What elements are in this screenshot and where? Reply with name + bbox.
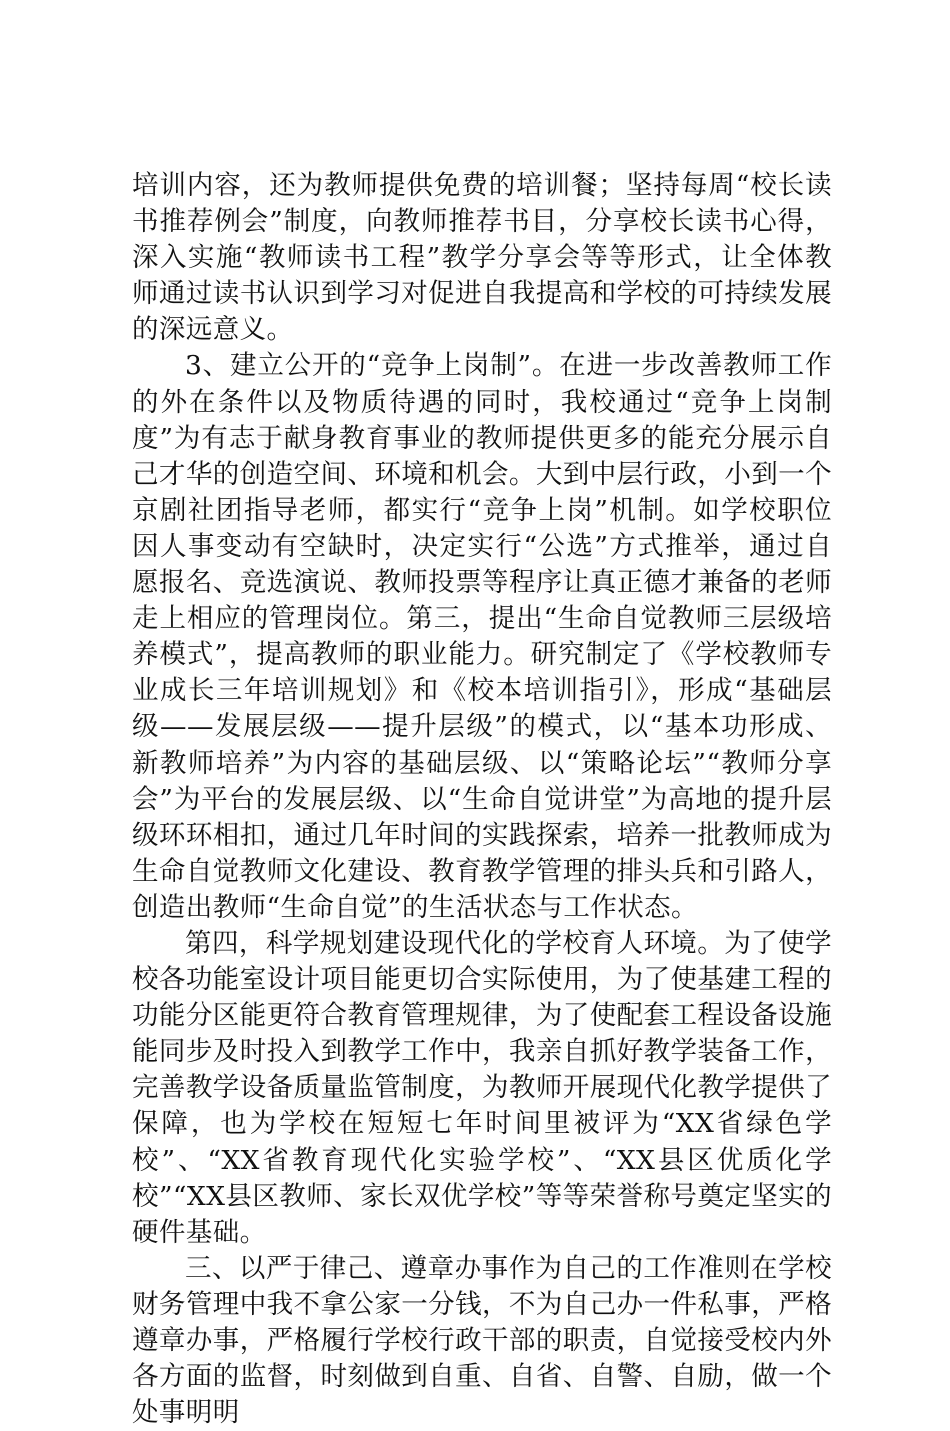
paragraph-self-discipline: 三、以严于律己、遵章办事作为自己的工作准则在学校财务管理中我不拿公家一分钱，不为自己办一件私事，严格遵章办事，严格履行学校行政干部的职责，自觉接受校内外各方面的监督，时刻做到自重、自省、自警、自励，做一个处事明明 (132, 1252, 832, 1429)
paragraph-school-environment: 第四，科学规划建设现代化的学校育人环境。为了使学校各功能室设计项目能更切合实际使用，为了使基建工程的功能分区能更符合教育管理规律，为了使配套工程设备设施能同步及时投入到教学工作中，我亲自抓好教学装备工作，完善教学设备质量监管制度，为教师开展现代化教学提供了保障，也为学校在短短七年时间里被评为“XX省绿色学校”、“XX省教育现代化实验学校”、“XX县区优质化学校”“XX县区教师、家长双优学校”等等荣誉称号奠定坚实的硬件基础。 (132, 927, 832, 1248)
paragraph-training-content: 培训内容，还为教师提供免费的培训餐；坚持每周“校长读书推荐例会”制度，向教师推荐书目，分享校长读书心得，深入实施“教师读书工程”教学分享会等等形式，让全体教师通过读书认识到学习对促进自我提高和学校的可持续发展的深远意义。 (132, 170, 832, 346)
document-body (132, 168, 832, 1431)
paragraph-competitive-posts: 3、建立公开的“竞争上岗制”。在进一步改善教师工作的外在条件以及物质待遇的同时，我校通过“竞争上岗制度”为有志于献身教育事业的教师提供更多的能充分展示自己才华的创造空间、环境和机会。大到中层行政，小到一个京剧社团指导老师，都实行“竞争上岗”机制。如学校职位因人事变动有空缺时，决定实行“公选”方式推举，通过自愿报名、竞选演说、教师投票等程序让真正德才兼备的老师走上相应的管理岗位。第三，提出“生命自觉教师三层级培养模式”，提高教师的职业能力。研究制定了《学校教师专业成长三年培训规划》和《校本培训指引》，形成“基础层级——发展层级——提升层级”的模式，以“基本功形成、新教师培养”为内容的基础层级、以“策略论坛”“教师分享会”为平台的发展层级、以“生命自觉讲堂”为高地的提升层级环环相扣，通过几年时间的实践探索，培养一批教师成为生命自觉教师文化建设、教育教学管理的排头兵和引路人，创造出教师“生命自觉”的生活状态与工作状态。 (132, 350, 832, 923)
